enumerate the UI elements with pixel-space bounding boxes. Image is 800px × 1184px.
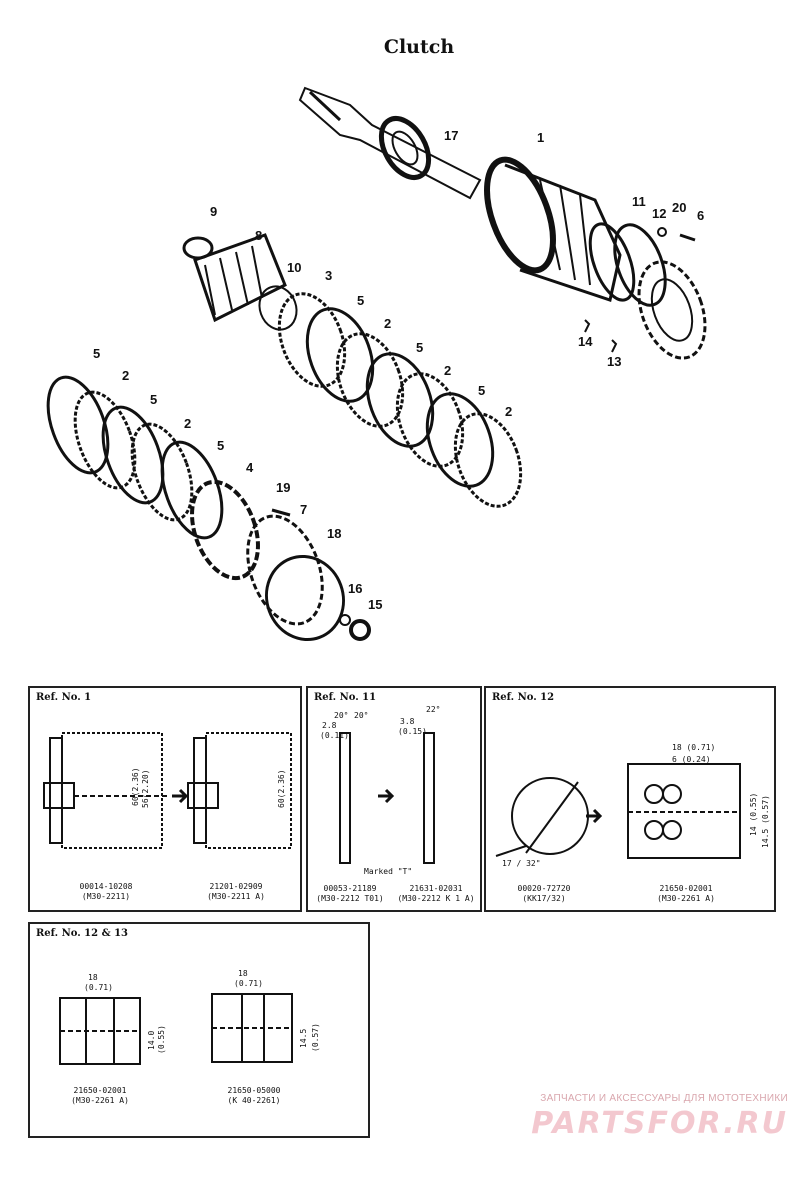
- callout-5f: 5: [217, 438, 225, 453]
- disc-stack-upper: [267, 285, 532, 516]
- callout-2c: 2: [505, 404, 513, 419]
- ref11-dim2: 3.8: [400, 717, 415, 726]
- callout-19: 19: [276, 480, 291, 495]
- callout-14: 14: [578, 334, 593, 349]
- ref1-left-code: (M30-2211): [81, 892, 131, 901]
- clutch-exploded-diagram: [0, 60, 800, 660]
- callout-8: 8: [255, 228, 263, 243]
- svg-text:60(2.36): 60(2.36): [277, 769, 286, 808]
- ref-box-12-13: [28, 922, 370, 1138]
- ref12-dim-side2: 14.5 (0.57): [761, 795, 770, 848]
- ref-label: Ref. No. 11: [314, 692, 377, 703]
- callout-20: 20: [672, 200, 687, 215]
- part-20: [680, 235, 695, 240]
- ref11-angle2: 20°: [354, 711, 369, 720]
- ref1213-drawing: [30, 924, 372, 1140]
- ref11-marked: Marked "T": [364, 867, 413, 876]
- ref12-right-part: [636, 884, 736, 904]
- ref-label: Ref. No. 12: [492, 692, 555, 703]
- callout-17: 17: [444, 128, 459, 143]
- callout-2a: 2: [384, 316, 392, 331]
- ref1213-left-dim-w: 18: [88, 973, 98, 982]
- ref-box-11: [306, 686, 482, 912]
- ref11-right-part-no: 21631-02031: [409, 884, 463, 893]
- ref11-angle1: 20°: [334, 711, 349, 720]
- ref1213-left-dim-h: 14.0: [147, 1030, 156, 1050]
- callout-3: 3: [325, 268, 333, 283]
- ref1213-right-part: [206, 1086, 302, 1106]
- ref1-right-part-no: 21201-02909: [209, 882, 263, 891]
- ref11-right-part: [392, 884, 480, 904]
- ref1213-left-part: [52, 1086, 148, 1106]
- callout-10: 10: [287, 260, 302, 275]
- ref1213-left-dim-h-in: (0.55): [157, 1025, 166, 1054]
- watermark-tagline: ЗАПЧАСТИ И АКСЕССУАРЫ ДЛЯ МОТОТЕХНИКИ: [540, 1093, 788, 1104]
- ref11-left-code: (M30-2212 T01): [316, 894, 384, 903]
- part-19: [272, 510, 290, 515]
- ref-box-12: [484, 686, 776, 912]
- callout-6: 6: [697, 208, 705, 223]
- ref1213-left-part-no: 21650-02001: [73, 1086, 127, 1095]
- callout-5e: 5: [150, 392, 158, 407]
- callout-1: 1: [537, 130, 545, 145]
- watermark-logo: PARTSFOR.RU: [531, 1106, 788, 1141]
- ref1-left-part: [58, 882, 154, 902]
- callout-12: 12: [652, 206, 667, 221]
- ref1213-right-dim-w: 18: [238, 969, 248, 978]
- ref1213-right-code: (K 40-2261): [227, 1096, 281, 1105]
- callout-11: 11: [632, 194, 646, 209]
- ref11-dim1-in: (0.11): [320, 731, 349, 740]
- ref1213-left-dim-w-in: (0.71): [84, 983, 113, 992]
- page-title: Clutch: [383, 36, 455, 58]
- ref12-left-part: [496, 884, 592, 904]
- ref12-left-part-no: 00020-72720: [517, 884, 571, 893]
- ref12-drawing: [486, 688, 778, 914]
- ref1213-right-part-no: 21650-05000: [227, 1086, 281, 1095]
- ref1213-right-dim-h-in: (0.57): [311, 1023, 320, 1052]
- clutch-housing-1: [474, 151, 643, 306]
- callout-16: 16: [348, 581, 363, 596]
- ref-label: Ref. No. 12 & 13: [36, 928, 129, 939]
- callout-2d: 2: [122, 368, 130, 383]
- ref11-right-code: (M30-2212 K 1 A): [397, 894, 475, 903]
- ref11-left-part: [310, 884, 390, 904]
- ref11-angle3: 22°: [426, 705, 441, 714]
- callout-18: 18: [327, 526, 342, 541]
- ref12-angle: 17 / 32": [502, 859, 541, 868]
- plate-6: [627, 253, 718, 367]
- callout-2b: 2: [444, 363, 452, 378]
- shaft-17: [300, 88, 480, 198]
- callout-4: 4: [246, 460, 254, 475]
- svg-text:60(2.36): 60(2.36): [131, 767, 140, 806]
- ref11-dim2-in: (0.15): [398, 727, 427, 736]
- callout-5c: 5: [478, 383, 486, 398]
- circlip-16: [255, 546, 355, 651]
- callout-5d: 5: [93, 346, 101, 361]
- ref11-left-part-no: 00053-21189: [323, 884, 377, 893]
- part-12: [658, 228, 666, 236]
- ref1-right-code: (M30-2211 A): [207, 892, 265, 901]
- ref12-dim-six: 6 (0.24): [672, 755, 711, 764]
- ref12-right-code: (M30-2261 A): [657, 894, 715, 903]
- callout-9: 9: [210, 204, 218, 219]
- ref12-dim-side1: 14 (0.55): [749, 792, 758, 836]
- disc-stack-lower: [36, 369, 233, 546]
- nut-15: [351, 621, 369, 639]
- plate-7: [234, 506, 336, 635]
- ref12-left-code: (KK17/32): [522, 894, 566, 903]
- ref11-dim1: 2.8: [322, 721, 337, 730]
- svg-text:56(2.20): 56(2.20): [141, 769, 150, 808]
- ref1213-right-dim-w-in: (0.71): [234, 979, 263, 988]
- ref1-left-part-no: 00014-10208: [79, 882, 133, 891]
- callout-5a: 5: [357, 293, 365, 308]
- callout-2e: 2: [184, 416, 192, 431]
- inner-hub-8: [184, 235, 285, 320]
- ref-label: Ref. No. 1: [36, 692, 92, 703]
- callout-13: 13: [607, 354, 622, 369]
- ref12-dim-top: 18 (0.71): [672, 743, 716, 752]
- ref12-right-part-no: 21650-02001: [659, 884, 713, 893]
- ref1-right-part: [188, 882, 284, 902]
- ref1213-right-dim-h: 14.5: [299, 1028, 308, 1048]
- ref-box-1: [28, 686, 302, 912]
- ref1-drawing: [30, 688, 304, 914]
- part-13: [612, 340, 616, 352]
- callout-15: 15: [368, 597, 383, 612]
- callout-5b: 5: [416, 340, 424, 355]
- part-14: [585, 320, 589, 332]
- ref11-drawing: [308, 688, 484, 914]
- callout-7: 7: [300, 502, 308, 517]
- ref1213-left-code: (M30-2261 A): [71, 1096, 129, 1105]
